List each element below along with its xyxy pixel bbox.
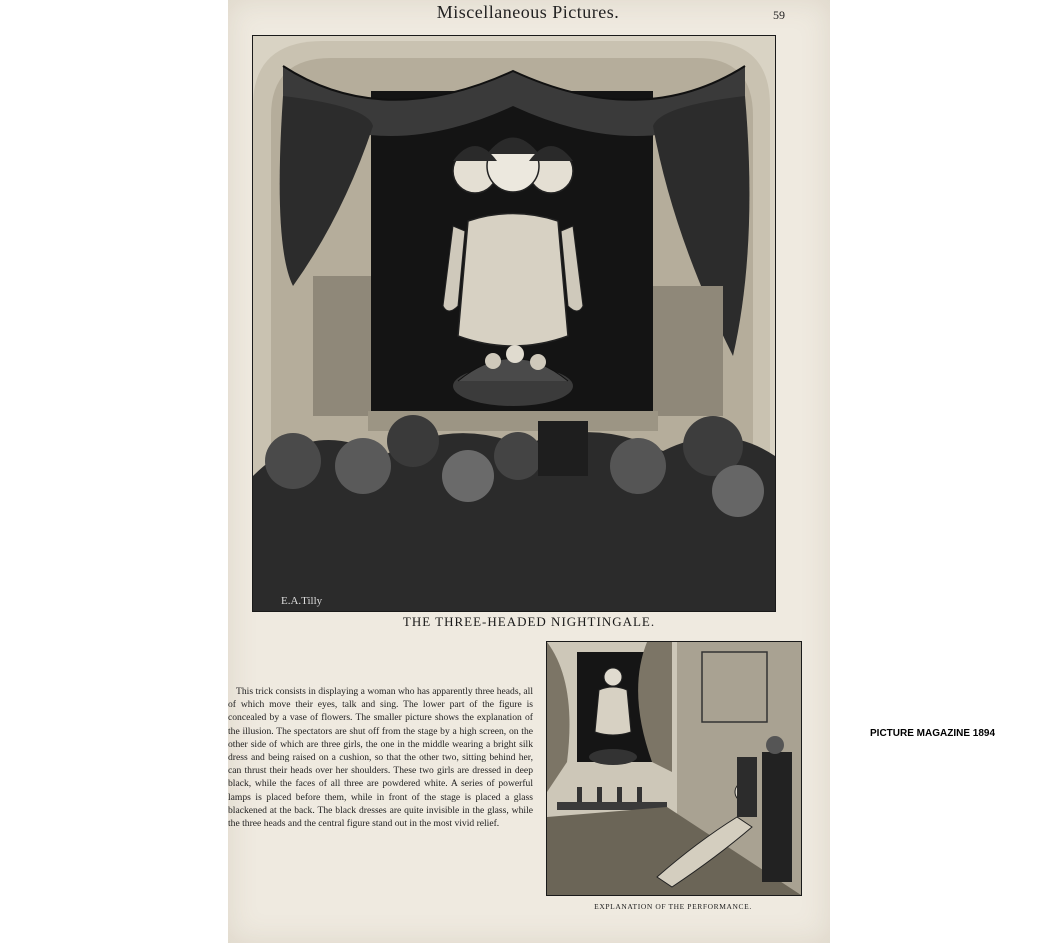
running-head: Miscellaneous Pictures.	[436, 2, 620, 22]
explanation-engraving	[546, 641, 802, 896]
page-number: 59	[773, 8, 785, 22]
engraver-signature: E.A.Tilly	[281, 595, 323, 607]
magazine-page	[228, 0, 830, 943]
source-label: PICTURE MAGAZINE 1894	[870, 728, 996, 739]
main-figure-caption: THE THREE-HEADED NIGHTINGALE.	[402, 614, 656, 629]
secondary-figure-caption: EXPLANATION OF THE PERFORMANCE.	[594, 902, 752, 911]
article-body: This trick consists in displaying a woman who has apparently three heads, all of which move their eyes, talk and sing. The lower part of the figure is concealed by a vase of flowers. The smaller picture shows the explanation of the illusion. The spectators are shut off from the stage by a high screen, on the other side of which are three girls, the one in the middle wearing a bright silk dress and being raised on a cushion, so that the other two, sitting behind her, can thrust their heads over her shoulders. These two girls are dressed in deep black, while the faces of all three are powdered white. A series of powerful lamps is placed before them, while in front of the stage is placed a glass blackened at the back. The black dresses are quite invisible in the glass, while the three heads and the central figure stand out in the most vivid relief.	[228, 686, 533, 830]
three-headed-nightingale-engraving	[252, 35, 776, 612]
